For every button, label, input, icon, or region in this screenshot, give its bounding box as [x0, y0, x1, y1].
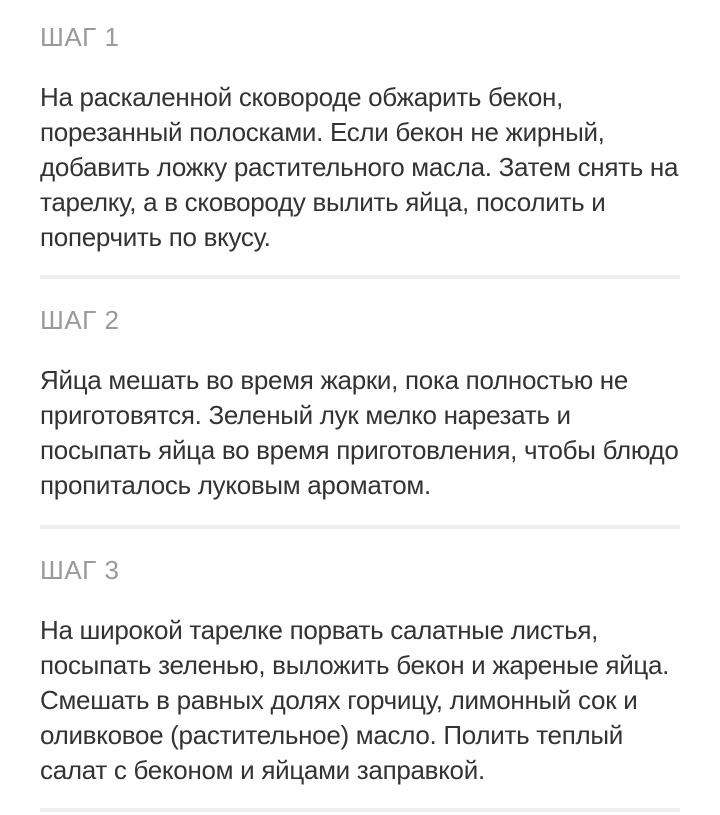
step-title: ШАГ 1: [40, 22, 120, 52]
step-text: Яйца мешать во время жарки, пока полностью не приготовятся. Зеленый лук мелко нарезать и посыпать яйца во время приготовления, чтобы блюдо пропиталось луковым ароматом.: [40, 365, 679, 500]
step-text: На широкой тарелке порвать салатные листья, посыпать зеленью, выложить бекон и жареные яйца. Смешать в равных долях горчицу, лимонный сок и оливковое (растительное) масло. Полить теплый салат с беконом и яйцами заправкой.: [40, 615, 670, 785]
step-title: ШАГ 2: [40, 305, 120, 335]
recipe-step-1: [40, 0, 680, 279]
step-text: На раскаленной сковороде обжарить бекон, порезанный полосками. Если бекон не жирный, добавить ложку растительного масла. Затем снять на тарелку, а в сковороду вылить яйца, посолить и поперчить по вкусу.: [40, 82, 679, 252]
recipe-step-2: [40, 279, 680, 529]
step-title: ШАГ 3: [40, 555, 120, 585]
recipe-step-3: [40, 529, 680, 812]
